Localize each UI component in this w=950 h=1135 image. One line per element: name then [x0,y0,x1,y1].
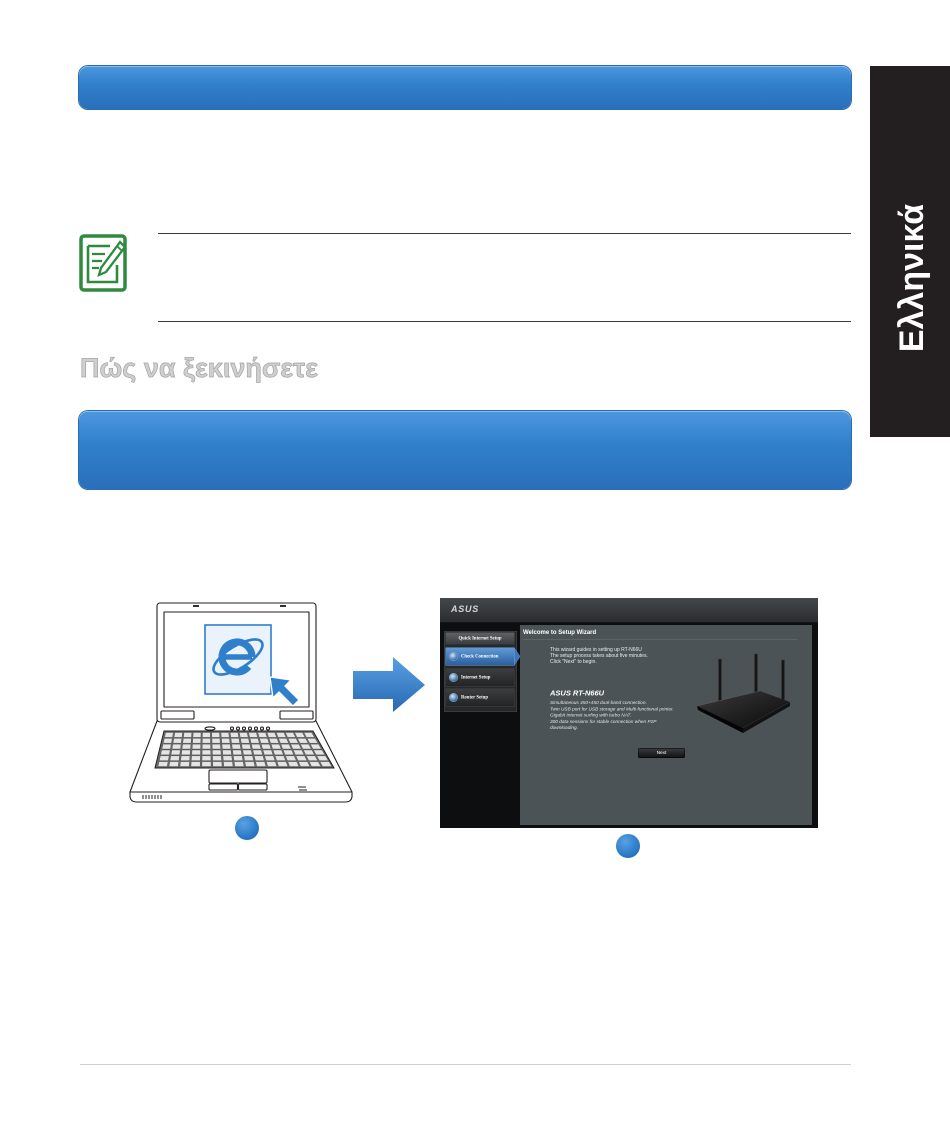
feature-line: downloading. [550,725,578,731]
keyboard-key [165,733,174,738]
keyboard-key [221,738,230,743]
menu-header: Quick Internet Setup [446,633,515,645]
keyboard-key [183,738,192,743]
keyboard-key [213,762,222,767]
keyboard-key [265,756,275,761]
keyboard-key [242,744,251,749]
touchpad [209,770,267,783]
keyboard-key [212,733,220,738]
laptop-front-edge [130,792,352,802]
keyboard-key [263,750,273,755]
keyboard-key [212,750,221,755]
keyboard-key [231,738,240,743]
keyboard-key [170,756,180,761]
keyboard-key [275,756,286,761]
asus-logo: ASUS [451,604,480,614]
keyboard-key [181,750,190,755]
keyboard-key [192,744,201,749]
keyboard-key [180,762,190,767]
step-circle-icon [235,816,259,840]
keyboard-key [222,744,231,749]
keyboard-key [223,756,232,761]
menu-item-router-setup [446,689,515,707]
section-heading: Πώς να ξεκινήσετε [80,353,319,383]
title-divider [523,639,797,640]
left-hinge [161,711,194,719]
globe-icon [449,673,458,682]
feature-line: Gigabit Internet surfing with turbo NAT. [550,712,632,718]
keyboard-key [288,762,299,767]
keyboard-key [193,733,201,738]
feature-line: Twin USB port for USB storage and Multi-functional printer. [550,706,674,712]
keyboard-key [254,756,264,761]
keyboard-key [162,744,171,749]
intro-text [550,647,648,665]
keyboard-key [212,744,221,749]
keyboard-key [193,738,201,743]
wizard-main-panel [520,625,812,825]
keyboard-key [256,762,266,767]
menu-item-label: Router Setup [461,695,488,700]
product-name: ASUS RT-N66U [550,689,605,698]
keyboard-key [202,762,211,767]
keyboard-key [173,738,182,743]
keyboard-key [233,756,243,761]
feature-list [550,700,674,731]
step-circle-icon [616,834,640,858]
feature-line: 300 data sessions for stable connection when P2P [550,718,657,725]
keyboard-key [232,744,241,749]
keyboard-key [161,750,171,755]
menu-item-internet-setup [446,669,515,687]
keyboard-key [172,744,181,749]
keyboard-key [249,733,258,738]
keyboard-key [221,733,229,738]
keyboard-key [233,750,242,755]
keyboard-key [174,733,183,738]
keyboard-key [261,744,271,749]
wizard-title: Welcome to Setup Wizard [523,628,597,636]
globe-icon [449,652,458,661]
keyboard-key [222,750,231,755]
keyboard-key [240,738,249,743]
keyboard-key [158,762,168,767]
keyboard-key [266,762,277,767]
menu-item-label: Internet Setup [461,675,491,680]
step-header-bar [79,411,851,489]
globe-icon [449,693,458,702]
keyboard-key [239,733,248,738]
keyboard-key [202,750,211,755]
quick-setup-menu [444,631,517,712]
laptop-illustration [120,595,360,810]
keyboard-key [251,744,261,749]
keyboard-key [182,744,191,749]
keyboard-key [269,738,279,743]
feature-line: Simultaneous 450+450 dual-band connection. [550,700,647,706]
keyboard-key [253,750,263,755]
keyboard-key [234,762,244,767]
language-tab [870,66,950,437]
keyboard-key [202,756,211,761]
lid-latch-right [280,605,286,607]
keyboard-key [250,738,259,743]
setup-wizard-screenshot [440,598,818,828]
keyboard-key [277,762,288,767]
keyboard-key [192,750,201,755]
keyboard-key [271,744,281,749]
keyboard-key [245,762,255,767]
right-arrow-icon [350,652,430,716]
intro-line: This wizard guides in setting up RT-N66U [550,647,642,653]
intro-line: Click "Next" to begin. [550,659,597,665]
keyboard-key [223,762,233,767]
router-image [697,653,790,738]
keyboard-key [191,762,200,767]
menu-item-label: Check Connection [461,654,499,659]
keyboard-key [244,756,254,761]
keyboard-key [243,750,253,755]
keyboard-key [202,738,210,743]
keyboard-key [159,756,169,761]
lid-latch-left [193,605,199,607]
menu-item-check-connection [446,648,515,666]
wizard-top-bar [440,598,818,623]
keyboard-key [212,756,221,761]
keyboard-key [202,733,210,738]
section-header-bar [79,66,851,109]
keyboard-key [258,733,267,738]
keyboard-key [259,738,269,743]
keyboard-key [181,756,190,761]
keyboard-key [169,762,179,767]
keyboard-key [230,733,239,738]
note-top-rule [158,233,851,234]
intro-line: The setup process takes about five minutes. [550,653,648,659]
language-tab-label: Ελληνικά [893,203,931,353]
keyboard-key [212,738,220,743]
keyboard-key [202,744,210,749]
keyboard-key [191,756,200,761]
note-pencil-icon [79,234,127,292]
next-button: Next [638,748,685,758]
keyboard-key [171,750,180,755]
keyboard-key [273,750,283,755]
right-hinge [280,711,313,719]
note-bottom-rule [158,321,851,322]
footer-rule [80,1064,851,1065]
touchpad-right-button [239,784,268,790]
keyboard-key [183,733,191,738]
keyboard-key [267,733,277,738]
keyboard-key [163,738,172,743]
keyboard-key [285,756,296,761]
touchpad-left-button [209,784,238,790]
